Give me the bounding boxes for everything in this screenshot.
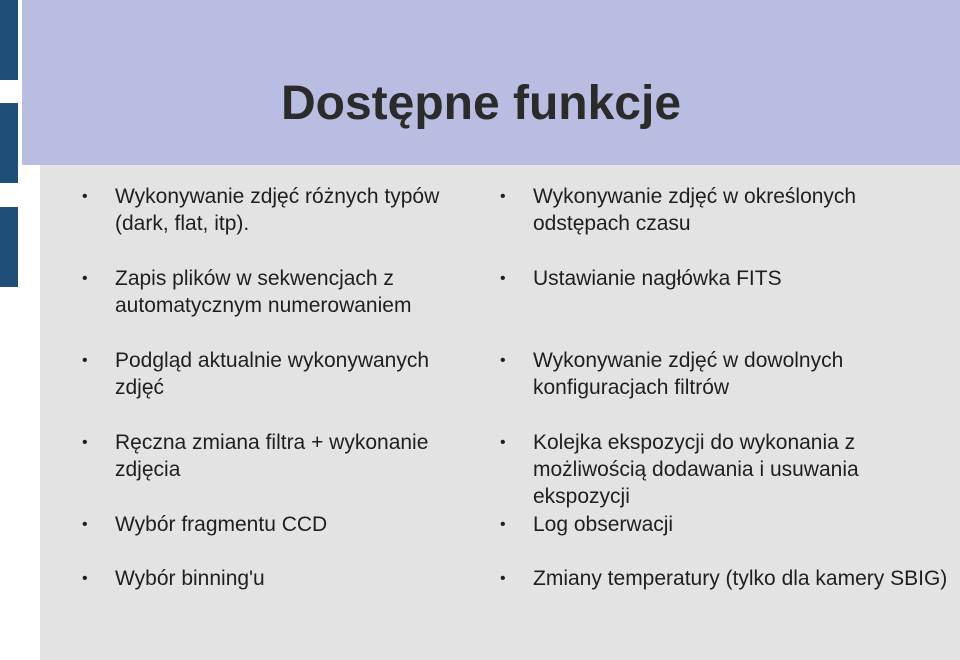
list-item-text: Podgląd aktualnie wykonywanych zdjęć — [115, 349, 430, 399]
bullet-icon: • — [82, 270, 88, 287]
list-item-text: Kolejka ekspozycji do wykonania z możliwością dodawania i usuwania ekspozycji — [533, 431, 859, 508]
accent-bar-top — [0, 0, 18, 80]
bullet-icon: • — [500, 570, 506, 587]
list-item-text: Wybór fragmentu CCD — [115, 513, 328, 536]
bullet-icon: • — [82, 570, 88, 587]
bullet-icon: • — [500, 188, 506, 205]
list-item-text: Wybór binning'u — [115, 567, 265, 590]
list-item-text: Log obserwacji — [533, 513, 674, 536]
list-item-text: Wykonywanie zdjęć w dowolnych konfiguracjach filtrów — [533, 349, 844, 399]
list-item-text: Wykonywanie zdjęć w określonych odstępach czasu — [533, 185, 857, 235]
bullet-icon: • — [82, 434, 88, 451]
list-item-text: Zapis plików w sekwencjach z automatycznym numerowaniem — [115, 267, 412, 317]
content-panel — [40, 165, 960, 660]
bullet-icon: • — [82, 352, 88, 369]
slide-title: Dostępne funkcje — [280, 77, 682, 130]
bullet-icon: • — [82, 188, 88, 205]
list-item-text: Zmiany temperatury (tylko dla kamery SBIG) — [533, 567, 948, 590]
list-item-text: Wykonywanie zdjęć różnych typów (dark, flat, itp). — [115, 185, 440, 235]
list-item-text: Ustawianie nagłówka FITS — [533, 267, 782, 290]
list-item-text: Ręczna zmiana filtra + wykonanie zdjęcia — [115, 431, 429, 481]
bullet-icon: • — [500, 516, 506, 533]
bullet-icon: • — [500, 434, 506, 451]
accent-bar-bottom — [0, 207, 18, 287]
bullet-icon: • — [500, 352, 506, 369]
bullet-icon: • — [500, 270, 506, 287]
bullet-icon: • — [82, 516, 88, 533]
